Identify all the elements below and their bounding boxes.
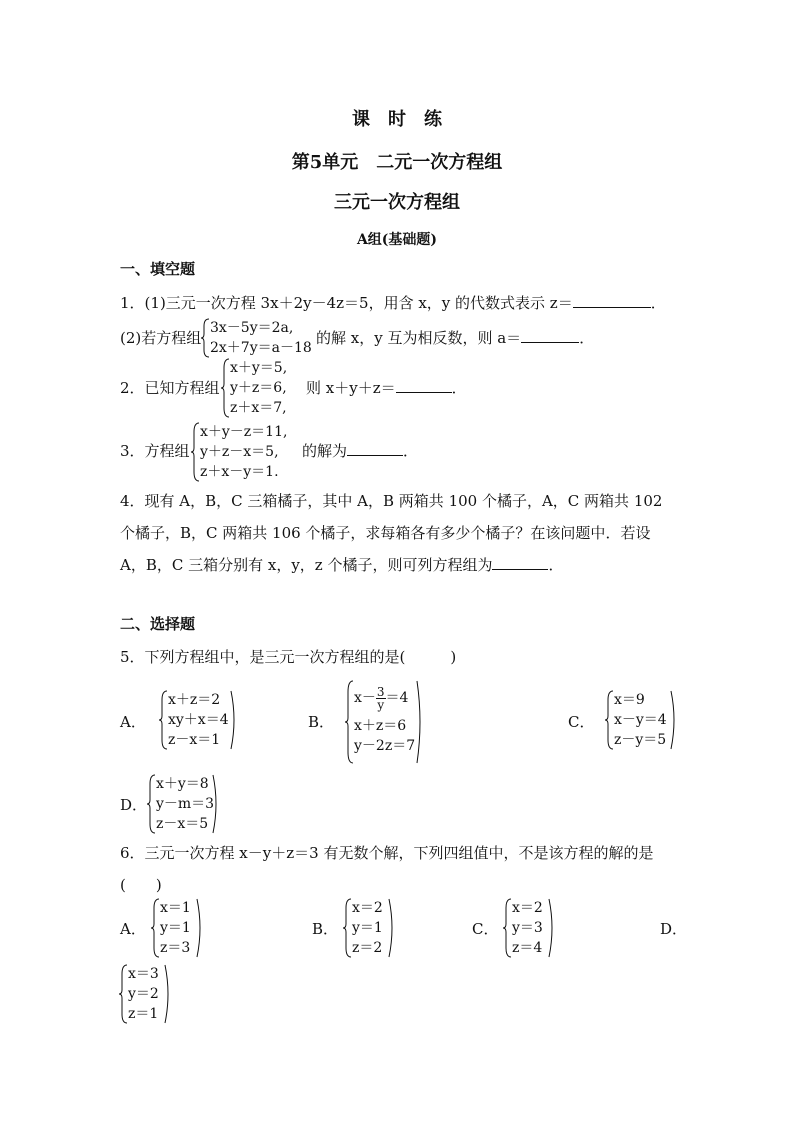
- equation-system-3: [192, 422, 302, 482]
- q6-c-row-3: z＝4: [512, 940, 543, 956]
- q6-d-row-2: y＝2: [128, 986, 159, 1002]
- q6-b-row-2: y＝1: [352, 920, 383, 936]
- equation-system-1b: [202, 318, 322, 358]
- q5-c-row-1: x＝9: [614, 692, 645, 708]
- section-multiple-choice-title: 二、选择题: [120, 615, 196, 633]
- q5-option-c-system[interactable]: [606, 690, 686, 750]
- q6-d-row-3: z＝1: [128, 1006, 159, 1022]
- question-1b-prefix: (2)若方程组: [120, 329, 202, 347]
- system-3-row-2: y＋z－x＝5,: [200, 444, 279, 460]
- q5-option-d-system[interactable]: [148, 774, 228, 834]
- q5-option-c-label[interactable]: C．: [568, 713, 595, 731]
- q6-option-b-system[interactable]: [344, 898, 404, 958]
- section-fill-blank-title: 一、填空题: [120, 260, 196, 278]
- answer-blank-1b[interactable]: [521, 328, 579, 343]
- q5-a-row-1: x＋z＝2: [168, 692, 221, 708]
- brace-icon: [120, 964, 128, 1024]
- brace-icon: [606, 690, 614, 750]
- q6-a-row-3: z＝3: [160, 940, 191, 956]
- question-1b-suffix: 的解 x，y 互为相反数，则 a＝ ．: [316, 329, 595, 347]
- question-6-line-2: ( ): [120, 876, 162, 894]
- question-4-line-1: 4．现有 A，B，C 三箱橘子，其中 A，B 两箱共 100 个橘子，A，C 两箱共 102: [120, 492, 663, 510]
- paren-right-icon: [548, 898, 556, 958]
- question-1b-suffix-text: 的解 x，y 互为相反数，则 a＝: [316, 329, 522, 347]
- paren-right-icon: [416, 680, 424, 764]
- q6-b-row-3: z＝2: [352, 940, 383, 956]
- q6-option-c-label[interactable]: C．: [472, 920, 499, 938]
- q5-d-row-3: z－x＝5: [156, 816, 209, 832]
- page-title: 课 时 练: [352, 109, 442, 130]
- q5-b-row-3: y－2z＝7: [354, 738, 416, 754]
- brace-icon: [192, 422, 200, 482]
- question-4-line-3: A，B，C 三箱分别有 x，y，z 个橘子，则可列方程组为 ．: [120, 556, 564, 574]
- q5-b-row-2: x＋z＝6: [354, 718, 407, 734]
- question-2-prefix: 2．已知方程组: [120, 379, 220, 397]
- brace-icon: [152, 898, 160, 958]
- q5-a-row-2: xy＋x＝4: [168, 712, 229, 728]
- equation-system-2: [222, 358, 312, 418]
- q6-a-row-1: x＝1: [160, 900, 191, 916]
- q6-option-b-label[interactable]: B．: [312, 920, 339, 938]
- q6-d-row-1: x＝3: [128, 966, 159, 982]
- q6-option-c-system[interactable]: [504, 898, 564, 958]
- system-1b-row-2: 2x＋7y＝a－18: [210, 340, 312, 356]
- answer-blank-1a[interactable]: [573, 293, 651, 308]
- q6-b-row-1: x＝2: [352, 900, 383, 916]
- question-2-suffix: 则 x＋y＋z＝ ．: [306, 379, 467, 397]
- q5-option-b-system[interactable]: [346, 680, 426, 764]
- q5-c-row-2: x－y＝4: [614, 712, 667, 728]
- brace-icon: [344, 898, 352, 958]
- unit-title: 第5单元 二元一次方程组: [291, 152, 503, 173]
- question-4-line-3-text: A，B，C 三箱分别有 x，y，z 个橘子，则可列方程组为: [120, 556, 493, 574]
- question-1a-text: 1．(1)三元一次方程 3x＋2y－4z＝5，用含 x，y 的代数式表示 z＝: [120, 294, 573, 312]
- paren-right-icon: [670, 690, 678, 750]
- q5-a-row-3: z－x＝1: [168, 732, 221, 748]
- lesson-title: 三元一次方程组: [334, 192, 460, 213]
- q5-b-fraction: $\frac{3}{y}$: [376, 684, 385, 712]
- brace-icon: [504, 898, 512, 958]
- q5-b-row-1: x－ $\frac{3}{y}$ ＝4: [354, 684, 409, 712]
- q6-option-d-label[interactable]: D．: [660, 920, 688, 938]
- paren-right-icon: [388, 898, 396, 958]
- system-2-row-1: x＋y＝5,: [230, 360, 288, 376]
- q5-option-b-label[interactable]: B．: [308, 713, 335, 731]
- brace-icon: [222, 358, 230, 418]
- q6-option-a-label[interactable]: A．: [120, 920, 146, 938]
- brace-icon: [346, 680, 354, 764]
- question-3-suffix-text: 的解为: [302, 442, 348, 460]
- q6-c-row-1: x＝2: [512, 900, 543, 916]
- q5-option-a-label[interactable]: A．: [120, 713, 146, 731]
- q5-c-row-3: z－y＝5: [614, 732, 667, 748]
- paren-right-icon: [196, 898, 204, 958]
- system-2-row-2: y＋z＝6,: [230, 380, 287, 396]
- answer-blank-3[interactable]: [347, 441, 403, 456]
- q6-option-d-system[interactable]: [120, 964, 180, 1024]
- paren-right-icon: [230, 690, 238, 750]
- question-3-prefix: 3．方程组: [120, 442, 190, 460]
- paren-right-icon: [164, 964, 172, 1024]
- question-4-line-2: 个橘子，B，C 两箱共 106 个橘子，求每箱各有多少个橘子？在该问题中．若设: [120, 524, 651, 542]
- answer-blank-4[interactable]: [492, 555, 548, 570]
- group-title: A组(基础题): [356, 232, 438, 248]
- q6-c-row-2: y＝3: [512, 920, 543, 936]
- answer-blank-2[interactable]: [396, 378, 452, 393]
- brace-icon: [202, 318, 210, 358]
- question-3-suffix: 的解为 ．: [302, 442, 419, 460]
- q6-option-a-system[interactable]: [152, 898, 212, 958]
- paren-right-icon: [212, 774, 220, 834]
- q5-d-row-2: y－m＝3: [156, 796, 215, 812]
- q5-option-a-system[interactable]: [160, 690, 240, 750]
- brace-icon: [148, 774, 156, 834]
- q6-a-row-2: y＝1: [160, 920, 191, 936]
- question-5: 5．下列方程组中，是三元一次方程组的是( ): [120, 648, 457, 666]
- q5-option-d-label[interactable]: D．: [120, 796, 148, 814]
- system-1b-row-1: 3x－5y＝2a,: [210, 320, 294, 336]
- question-1a: 1．(1)三元一次方程 3x＋2y－4z＝5，用含 x，y 的代数式表示 z＝ ．: [120, 294, 666, 312]
- question-6-line-1: 6．三元一次方程 x－y＋z＝3 有无数个解，下列四组值中，不是该方程的解的是: [120, 844, 654, 862]
- question-2-suffix-text: 则 x＋y＋z＝: [306, 379, 396, 397]
- brace-icon: [160, 690, 168, 750]
- q5-d-row-1: x＋y＝8: [156, 776, 209, 792]
- system-3-row-1: x＋y－z＝11,: [200, 424, 288, 440]
- system-2-row-3: z＋x＝7,: [230, 400, 287, 416]
- system-3-row-3: z＋x－y＝1.: [200, 464, 279, 480]
